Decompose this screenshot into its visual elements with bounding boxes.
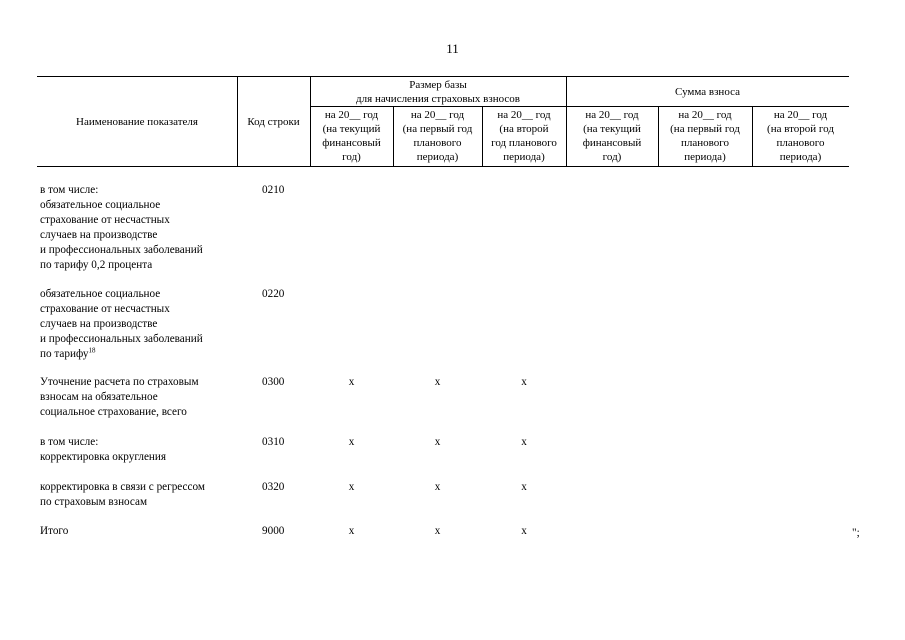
closing-quote-mark: "; — [852, 527, 860, 539]
header-indicator-name: Наименование показателя — [76, 116, 198, 128]
x-mark: x — [434, 525, 441, 537]
table-row-code: 0210 — [262, 184, 285, 196]
table-row-code: 9000 — [262, 525, 285, 537]
x-mark: x — [348, 525, 355, 537]
tariff-line: по тарифу$^{18}$ — [40, 346, 96, 360]
table-row-name: обязательное социальное страхование от несчастных случаев на производстве и профессиональных заболеваний по тарифу$^{18}$ — [40, 287, 240, 362]
table-row-code: 0220 — [262, 288, 285, 300]
table-row-name: корректировка в связи с регрессом по страховым взносам — [40, 481, 205, 508]
header-base-first-plan-year: на 20__ год (на первый год планового периода) — [402, 109, 473, 163]
header-base-current-year: на 20__ год (на текущий финансовый год) — [322, 109, 381, 163]
x-mark: x — [521, 436, 527, 448]
header-base-size-line2: для начисления страховых взносов — [356, 93, 520, 105]
header-bottom-rule — [37, 166, 849, 167]
header-base-size-line1: Размер базы — [409, 79, 467, 91]
table-row-code: 0310 — [262, 436, 285, 448]
x-mark: x — [348, 481, 355, 493]
x-mark: x — [434, 376, 441, 388]
x-mark: x — [521, 376, 527, 388]
header-base-size — [310, 78, 566, 106]
header-contribution-sum: Сумма взноса — [675, 86, 740, 98]
header-line-code: Код строки — [247, 116, 300, 128]
table-row-name: в том числе: корректировка округления — [40, 436, 167, 463]
table-row-name: в том числе: обязательное социальное страхование от несчастных случаев на производстве и профессиональных заболеваний по тарифу 0,2 процента — [40, 184, 203, 271]
table-row-name: Уточнение расчета по страховым взносам на обязательное социальное страхование, всего — [40, 376, 199, 418]
header-base-second-plan-year: на 20__ год (на второй год планового периода) — [491, 109, 557, 163]
x-mark: x — [348, 376, 355, 388]
x-mark: x — [521, 481, 527, 493]
x-mark: x — [348, 436, 355, 448]
x-mark: x — [434, 481, 441, 493]
footnote-marker: 18 — [88, 346, 96, 355]
table-row-code: 0300 — [262, 376, 285, 388]
table-row-code: 0320 — [262, 481, 285, 493]
header-sum-second-plan-year: на 20__ год (на второй год планового периода) — [767, 109, 834, 163]
header-sum-current-year: на 20__ год (на текущий финансовый год) — [582, 109, 642, 163]
header-sum-first-plan-year: на 20__ год (на первый год планового периода) — [670, 109, 740, 163]
page-number: 11 — [446, 41, 459, 56]
table-row-name: Итого — [40, 525, 69, 537]
x-mark: x — [434, 436, 441, 448]
x-mark: x — [521, 525, 527, 537]
group-divider-rule — [310, 106, 849, 107]
table-top-rule — [37, 76, 849, 77]
